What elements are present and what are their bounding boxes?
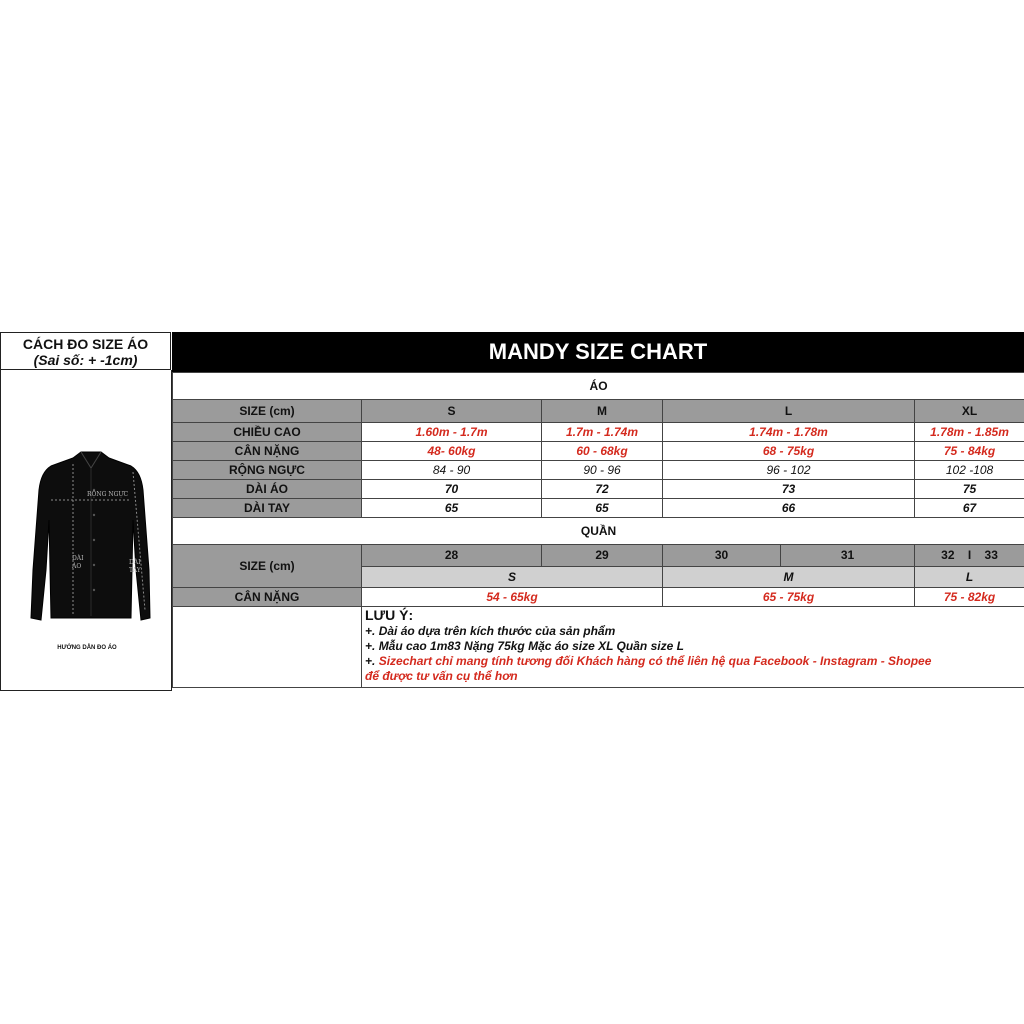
length-l: 73	[663, 480, 915, 499]
chest-xl: 102 -108	[915, 461, 1024, 480]
chest-s: 84 - 90	[362, 461, 542, 480]
table-row	[173, 423, 1024, 442]
shirt-header-row	[173, 400, 1024, 423]
pants-size-m: M	[663, 566, 915, 588]
chest-m: 90 - 96	[542, 461, 663, 480]
waist-31: 31	[781, 545, 915, 567]
shirt-size-s: S	[362, 400, 542, 423]
note-line-2	[365, 639, 1024, 654]
row-label-sleeve: DÀI TAY	[173, 499, 362, 518]
pants-weight-m: 65 - 75kg	[663, 588, 915, 607]
height-xl: 1.78m - 1.85m	[915, 423, 1024, 442]
row-label-length: DÀI ÁO	[173, 480, 362, 499]
notes-spacer	[173, 607, 362, 688]
shirt-size-label: SIZE (cm)	[173, 400, 362, 423]
note-line-3-cont: để được tư vấn cụ thể hơn	[365, 669, 518, 683]
size-chart-sheet	[0, 332, 1024, 691]
measure-guide-tolerance: (Sai số: + -1cm)	[33, 352, 138, 368]
weight-l: 68 - 75kg	[663, 442, 915, 461]
shirt-section-title: ÁO	[173, 373, 1024, 400]
height-l: 1.74m - 1.78m	[663, 423, 915, 442]
weight-xl: 75 - 84kg	[915, 442, 1024, 461]
chest-label: RỘNG NGỰC	[87, 491, 129, 498]
pants-weight-l: 75 - 82kg	[915, 588, 1024, 607]
sleeve-xl: 67	[915, 499, 1024, 518]
notes-title: LƯU Ý:	[365, 607, 414, 623]
length-s: 70	[362, 480, 542, 499]
table-row	[173, 461, 1024, 480]
sleeve-s: 65	[362, 499, 542, 518]
notes-row	[173, 607, 1024, 688]
pants-size-l: L	[915, 566, 1024, 588]
shirt-size-xl: XL	[915, 400, 1024, 423]
note-text: Mẫu cao 1m83 Nặng 75kg Mặc áo size XL Quần size L	[378, 639, 684, 653]
note-line-1	[365, 624, 1024, 639]
waist-28: 28	[362, 545, 542, 567]
note-text: Dài áo dựa trên kích thước của sản phẩm	[378, 624, 616, 638]
pants-section-row	[173, 518, 1024, 545]
measure-guide-panel	[0, 370, 172, 691]
shirt-section-row	[173, 373, 1024, 400]
waist-33: 33	[984, 548, 998, 563]
shirt-size-m: M	[542, 400, 663, 423]
waist-29: 29	[542, 545, 663, 567]
length-label-1: DÀI	[72, 555, 84, 562]
weight-s: 48- 60kg	[362, 442, 542, 461]
size-table	[172, 372, 1024, 688]
shirt-size-l: L	[663, 400, 915, 423]
table-row	[173, 480, 1024, 499]
pants-section-title: QUẦN	[173, 518, 1024, 545]
height-s: 1.60m - 1.7m	[362, 423, 542, 442]
pants-size-label: SIZE (cm)	[173, 545, 362, 588]
chart-title: MANDY SIZE CHART	[172, 332, 1024, 372]
weight-m: 60 - 68kg	[542, 442, 663, 461]
waist-32-33	[915, 545, 1024, 567]
pants-waist-row	[173, 545, 1024, 567]
pants-size-s: S	[362, 566, 663, 588]
measure-guide-header	[0, 332, 171, 370]
row-label-weight: CÂN NẶNG	[173, 442, 362, 461]
pants-weight-label: CÂN NẶNG	[173, 588, 362, 607]
waist-separator: I	[967, 548, 972, 563]
note-prefix: +.	[365, 624, 376, 638]
note-prefix: +.	[365, 639, 376, 653]
sleeve-l: 66	[663, 499, 915, 518]
table-row	[173, 588, 1024, 607]
length-m: 72	[542, 480, 663, 499]
sleeve-label-1: DÀI	[129, 559, 141, 566]
note-text: Sizechart chỉ mang tính tương đối Khách hàng có thể liên hệ qua Facebook - Instagram - Shopee	[378, 654, 932, 668]
length-xl: 75	[915, 480, 1024, 499]
notes-box	[362, 607, 1024, 688]
length-label-2: ÁO	[72, 563, 82, 570]
row-label-height: CHIỀU CAO	[173, 423, 362, 442]
measure-guide-caption: HƯỚNG DẪN ĐO ÁO	[57, 645, 117, 651]
sleeve-m: 65	[542, 499, 663, 518]
note-prefix: +.	[365, 654, 376, 668]
waist-32: 32	[941, 548, 955, 563]
measure-guide-title: CÁCH ĐO SIZE ÁO	[22, 336, 149, 352]
waist-30: 30	[663, 545, 781, 567]
chest-l: 96 - 102	[663, 461, 915, 480]
height-m: 1.7m - 1.74m	[542, 423, 663, 442]
table-row	[173, 499, 1024, 518]
row-label-chest: RỘNG NGỰC	[173, 461, 362, 480]
note-line-3	[365, 654, 1024, 669]
table-row	[173, 442, 1024, 461]
sleeve-label-2: TAY	[129, 567, 141, 574]
pants-weight-s: 54 - 65kg	[362, 588, 663, 607]
shirt-illustration	[21, 450, 156, 650]
